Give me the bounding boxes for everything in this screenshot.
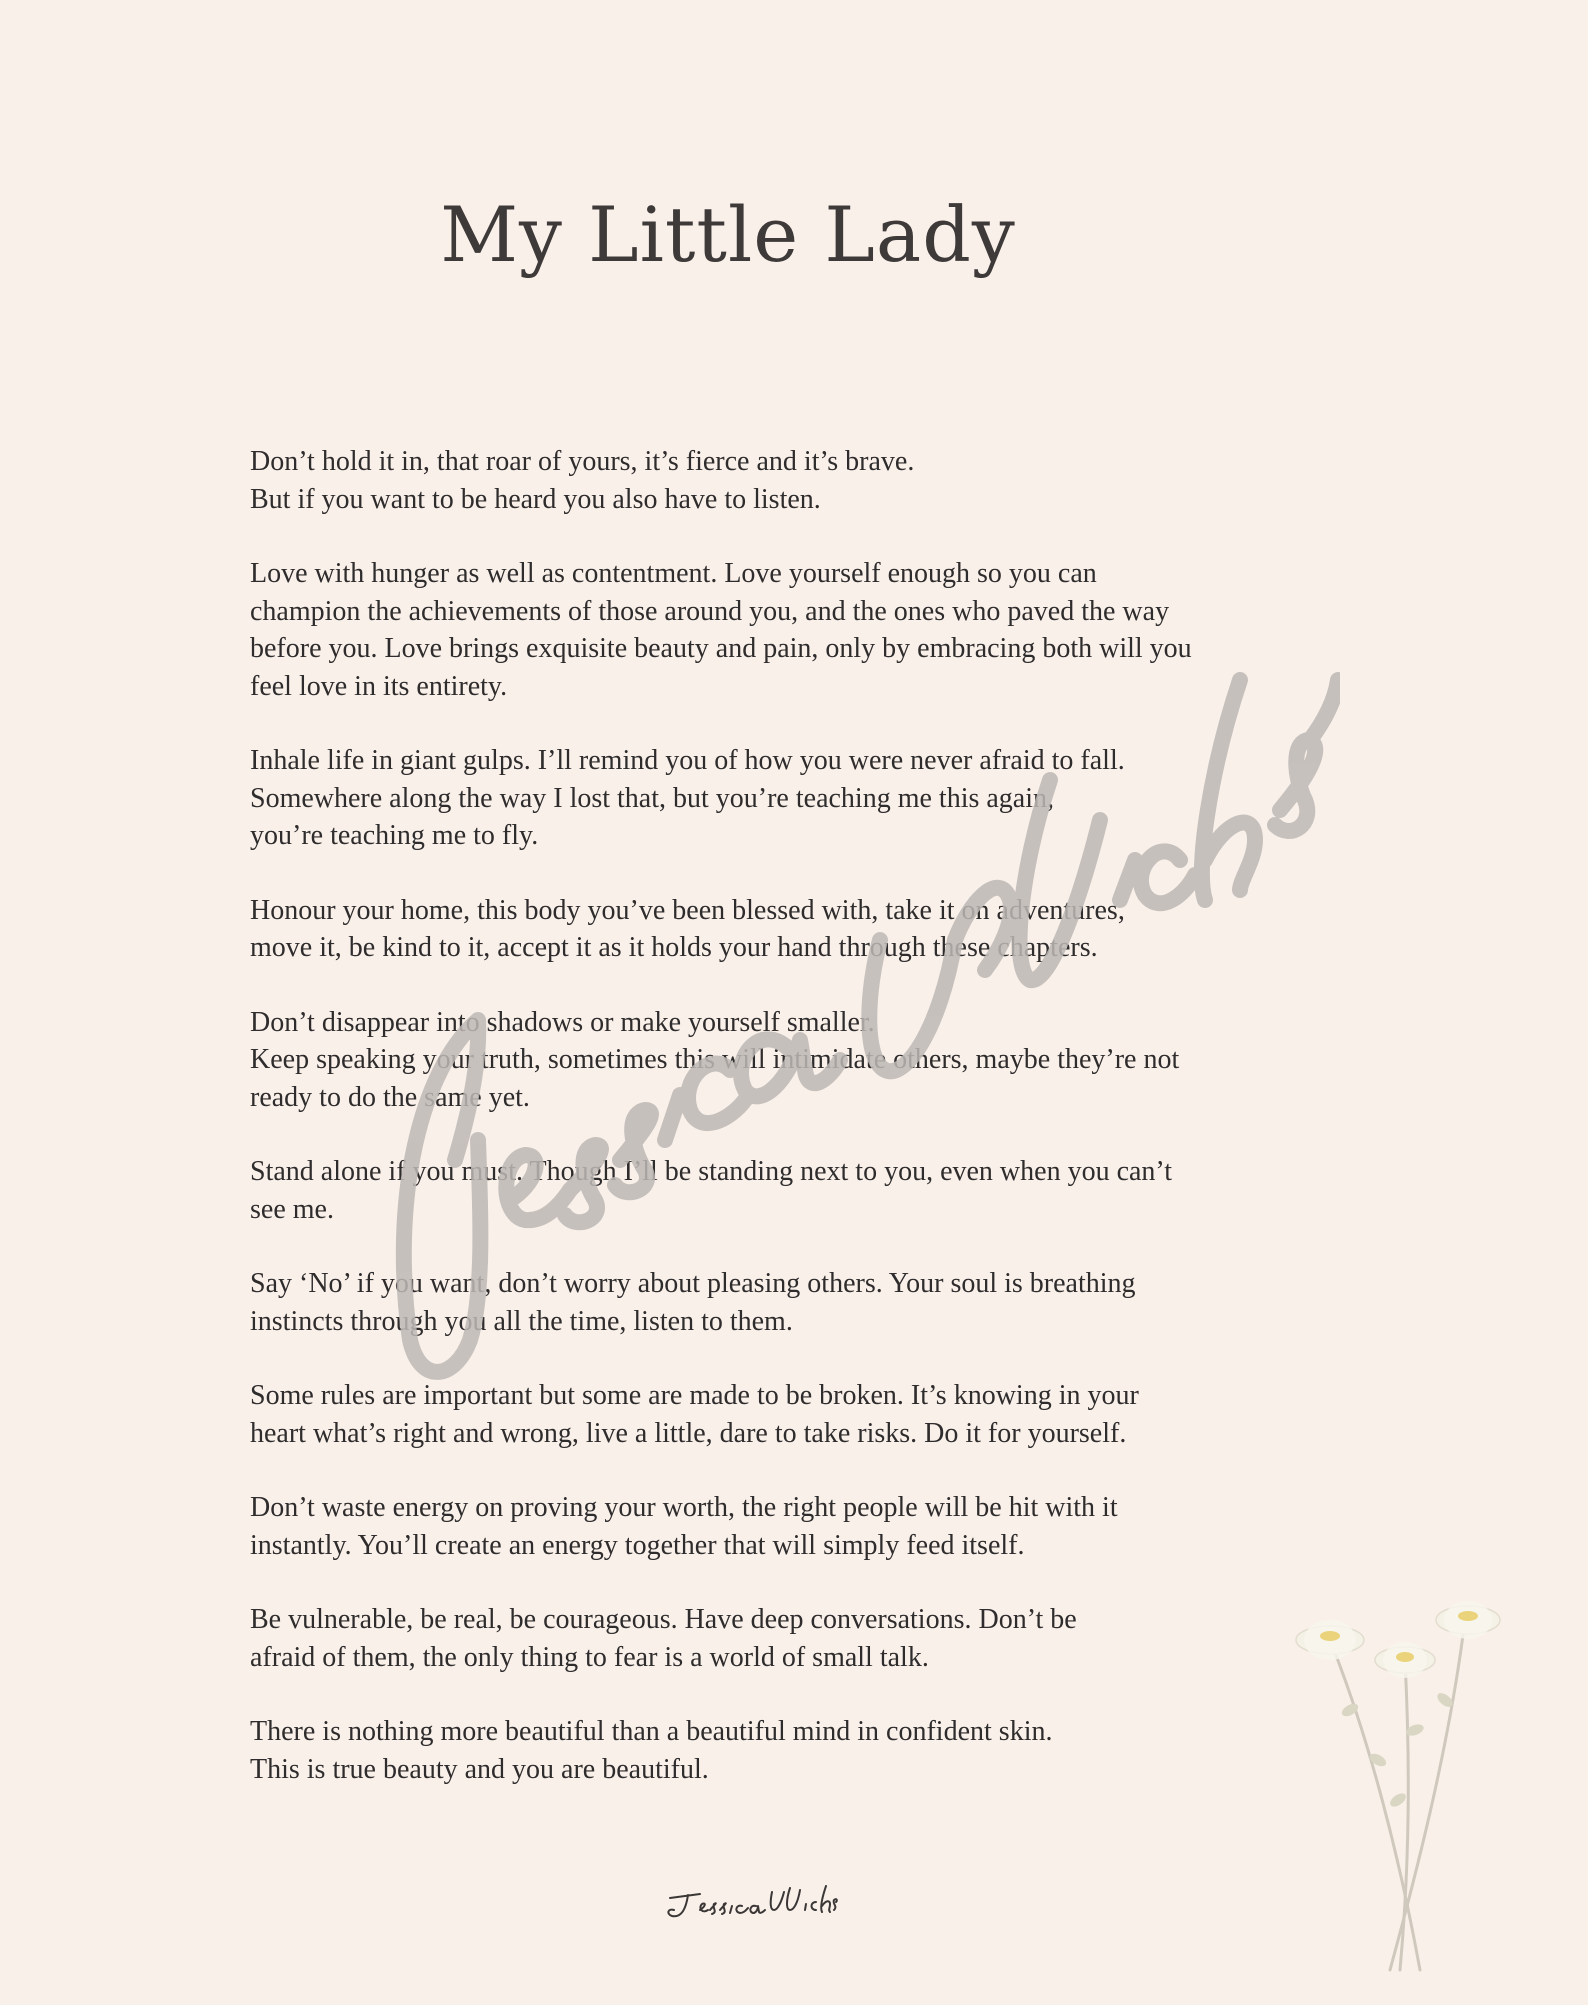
poem-stanza bbox=[250, 555, 1340, 705]
poem-line: Stand alone if you must. Though I’ll be standing next to you, even when you can’t bbox=[250, 1156, 1173, 1187]
poem-line: Don’t hold it in, that roar of yours, it’s fierce and it’s brave. bbox=[250, 446, 915, 477]
poem-line: champion the achievements of those around you, and the ones who paved the way bbox=[250, 595, 1170, 627]
poem-line: instantly. You’ll create an energy together that will simply feed itself. bbox=[250, 1529, 1025, 1561]
poem-stanza bbox=[250, 1377, 1340, 1452]
daisy-flowers-icon bbox=[1290, 1600, 1530, 1980]
poem-line: There is nothing more beautiful than a beautiful mind in confident skin. bbox=[250, 1716, 1053, 1747]
poem-line: Somewhere along the way I lost that, but you’re teaching me this again, bbox=[250, 782, 1055, 814]
poem-line: afraid of them, the only thing to fear is a world of small talk. bbox=[250, 1641, 929, 1673]
poem-stanza bbox=[250, 1489, 1340, 1564]
poem-line: Be vulnerable, be real, be courageous. Have deep conversations. Don’t be bbox=[250, 1604, 1077, 1635]
poem-line: Honour your home, this body you’ve been blessed with, take it on adventures, bbox=[250, 894, 1125, 926]
poem-line: instincts through you all the time, listen to them. bbox=[250, 1305, 793, 1337]
poem-line: This is true beauty and you are beautiful. bbox=[250, 1753, 709, 1785]
poem-line: feel love in its entirety. bbox=[250, 670, 508, 702]
poem-stanza bbox=[250, 1004, 1340, 1117]
poem-line: Don’t disappear into shadows or make yourself smaller. bbox=[250, 1006, 875, 1038]
poem-line: before you. Love brings exquisite beauty and pain, only by embracing both will you bbox=[250, 633, 1192, 664]
signature-text bbox=[0, 0, 1, 1]
poem-stanza bbox=[250, 1713, 1340, 1788]
poem-stanza bbox=[250, 742, 1340, 855]
poem-line: But if you want to be heard you also have to listen. bbox=[250, 483, 821, 515]
poem-stanza bbox=[250, 1601, 1340, 1676]
poem-line: see me. bbox=[250, 1193, 334, 1225]
poem-title: My Little Lady bbox=[440, 190, 1016, 279]
poem-line: you’re teaching me to fly. bbox=[250, 820, 539, 851]
poem-stanza bbox=[250, 1153, 1340, 1228]
poem-line: Keep speaking your truth, sometimes this will intimidate others, maybe they’re not bbox=[250, 1044, 1180, 1075]
poem-stanza bbox=[250, 1265, 1340, 1340]
poem-line: Some rules are important but some are made to be broken. It’s knowing in your bbox=[250, 1380, 1139, 1411]
poem-stanza bbox=[250, 892, 1340, 967]
watermark-text bbox=[0, 0, 1, 1]
poem-line: Don’t waste energy on proving your worth, the right people will be hit with it bbox=[250, 1492, 1118, 1523]
poem-line: Say ‘No’ if you want, don’t worry about pleasing others. Your soul is breathing bbox=[250, 1268, 1136, 1299]
poem-line: ready to do the same yet. bbox=[250, 1081, 530, 1113]
poem-stanza bbox=[250, 443, 1340, 518]
poem-line: Inhale life in giant gulps. I’ll remind you of how you were never afraid to fall. bbox=[250, 745, 1125, 776]
poem-line: Love with hunger as well as contentment. Love yourself enough so you can bbox=[250, 558, 1097, 589]
poem-line: move it, be kind to it, accept it as it holds your hand through these chapters. bbox=[250, 932, 1098, 963]
author-signature bbox=[660, 1880, 840, 1930]
poem-line: heart what’s right and wrong, live a little, dare to take risks. Do it for yourself. bbox=[250, 1417, 1127, 1449]
poem-body bbox=[250, 443, 1340, 1825]
